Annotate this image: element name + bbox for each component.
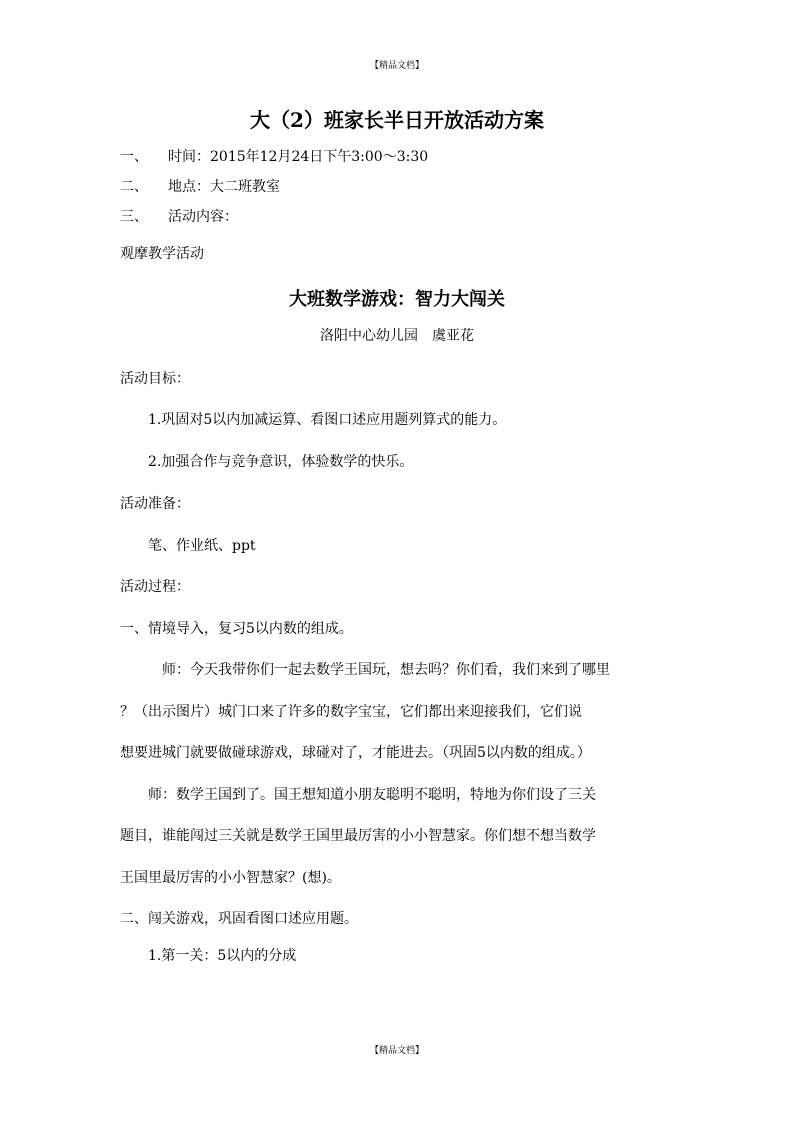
item-text: 时间：2015年12月24日下午3:00～3:30 <box>168 149 429 165</box>
paragraph-line: 题目，谁能闯过三关就是数学王国里最厉害的小小智慧家。你们想不想当数学 <box>120 828 596 844</box>
paragraph-line: 师：今天我带你们一起去数学王国玩，想去吗？你们看，我们来到了哪里 <box>162 662 610 678</box>
item-number: 一、 <box>120 149 148 165</box>
observe-label: 观摩教学活动 <box>120 246 204 262</box>
paragraph-line: ？（出示图片）城门口来了许多的数字宝宝，它们都出来迎接我们，它们说 <box>120 704 582 720</box>
paragraph-line: 王国里最厉害的小小智慧家？(想)。 <box>120 870 341 886</box>
item-text: 地点：大二班教室 <box>168 179 280 195</box>
process-heading: 活动过程： <box>120 579 190 595</box>
level-item: 1.第一关：5以内的分成 <box>148 948 297 964</box>
prep-text: 笔、作业纸、ppt <box>148 538 256 554</box>
document-title: 大（2）班家长半日开放活动方案 <box>250 108 544 132</box>
prep-heading: 活动准备： <box>120 496 190 512</box>
activity-title: 大班数学游戏：智力大闯关 <box>289 289 505 310</box>
item-time <box>120 146 428 166</box>
step-heading: 一、情境导入，复习5以内数的组成。 <box>120 621 353 637</box>
item-number: 三、 <box>120 209 148 225</box>
page-footer: 【精品文档】 <box>369 1046 424 1056</box>
author-line: 洛阳中心幼儿园 虞亚花 <box>320 328 474 344</box>
item-content <box>120 206 238 226</box>
item-location <box>120 176 280 196</box>
item-text: 活动内容： <box>168 209 238 225</box>
goals-heading: 活动目标： <box>120 371 190 387</box>
paragraph-line: 师：数学王国到了。国王想知道小朋友聪明不聪明，特地为你们设了三关 <box>148 787 596 803</box>
goal-item: 1.巩固对5以内加减运算、看图口述应用题列算式的能力。 <box>148 412 507 428</box>
step-heading: 二、闯关游戏，巩固看图口述应用题。 <box>120 911 358 927</box>
goal-item: 2.加强合作与竞争意识，体验数学的快乐。 <box>148 454 414 470</box>
page-header: 【精品文档】 <box>369 61 424 71</box>
paragraph-line: 想要进城门就要做碰球游戏，球碰对了，才能进去。（巩固5以内数的组成。） <box>120 745 591 761</box>
item-number: 二、 <box>120 179 148 195</box>
